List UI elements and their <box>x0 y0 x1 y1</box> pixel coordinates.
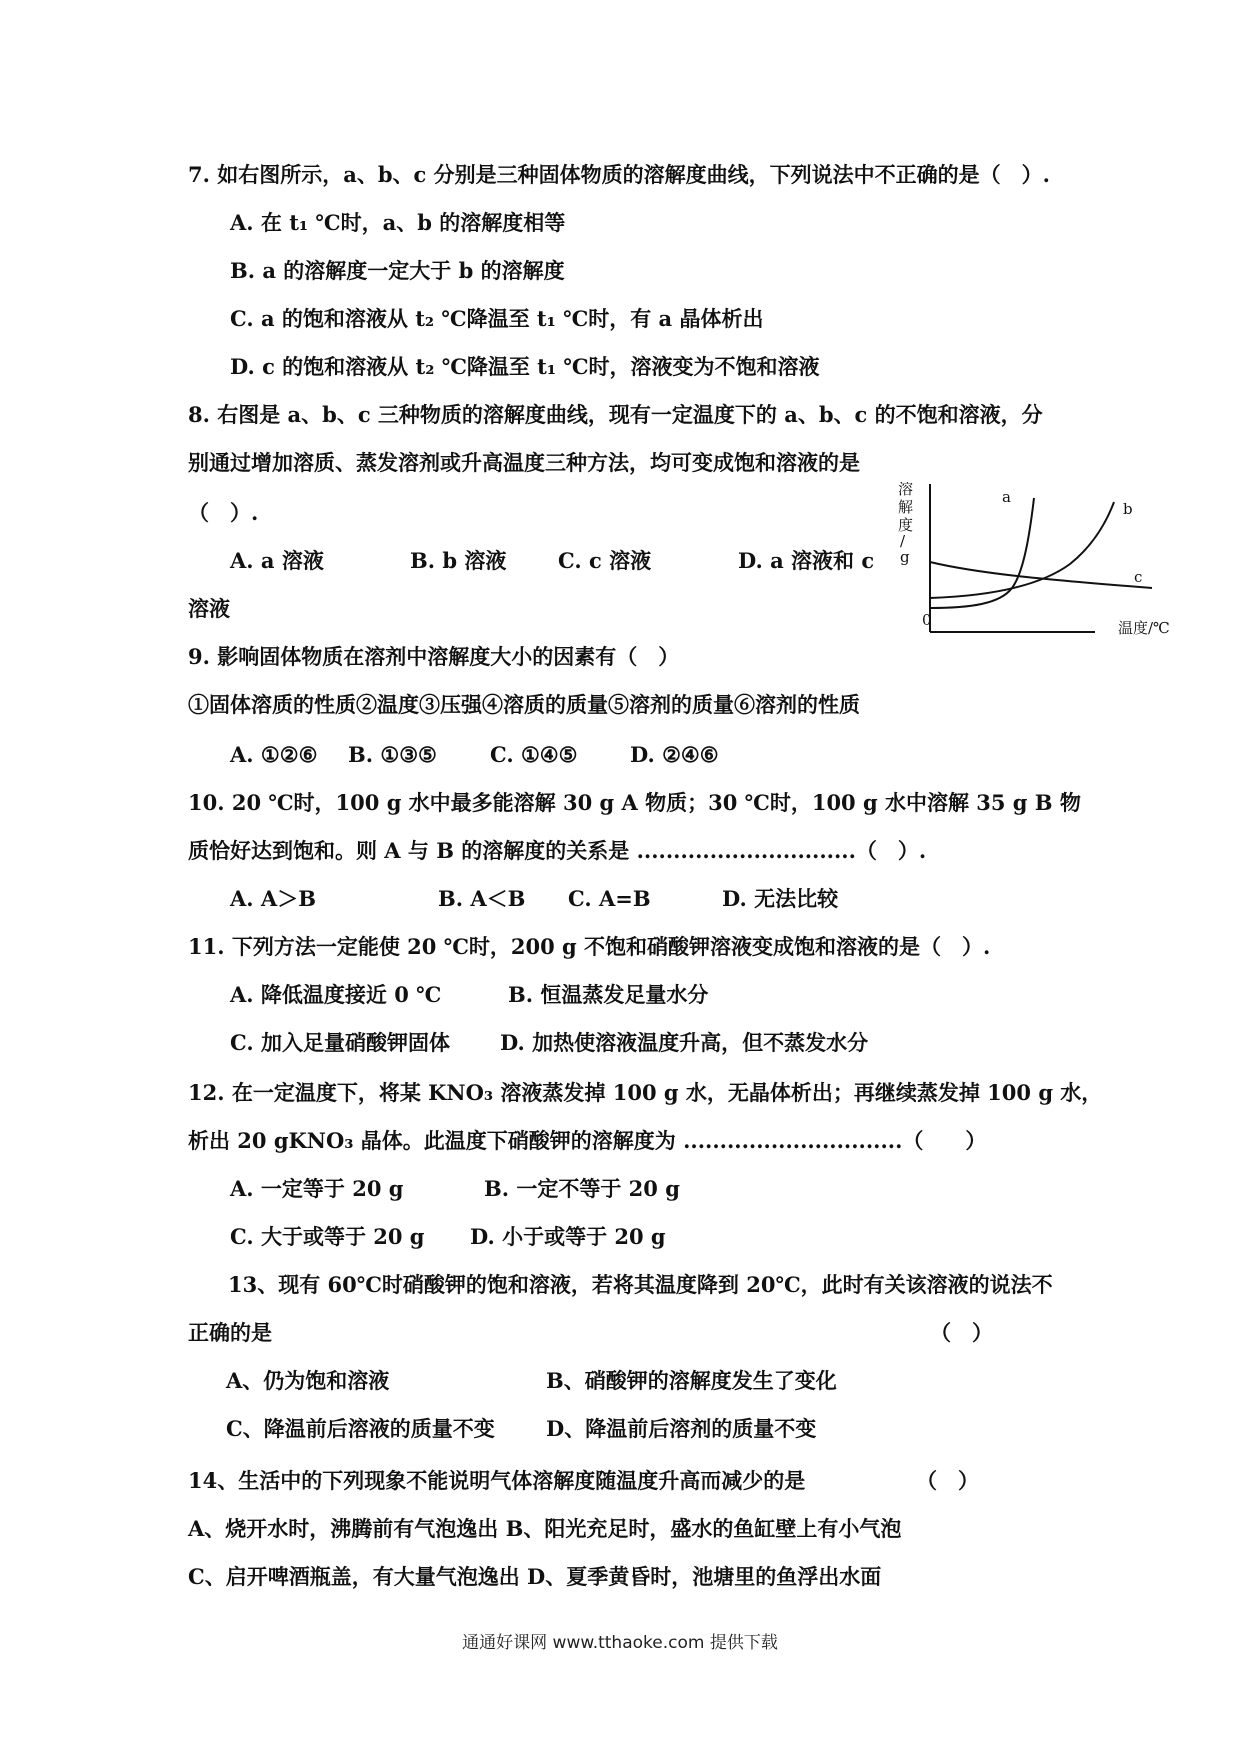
q8-stem-line3: （ ）. <box>188 500 259 525</box>
q12-stem-line2: 析出 20 gKNO₃ 晶体。此温度下硝酸钾的溶解度为 ..............................（ ） <box>188 1128 987 1153</box>
q9-option-a: A. ①②⑥ <box>230 742 318 767</box>
y-label-char-2: 解 <box>898 498 914 516</box>
q14-options-cd: C、启开啤酒瓶盖，有大量气泡逸出 D、夏季黄昏时，池塘里的鱼浮出水面 <box>188 1564 882 1589</box>
q10-option-c: C. A=B <box>568 886 651 911</box>
q8-option-b: B. b 溶液 <box>410 548 507 573</box>
q14-answer-blank: （ ） <box>916 1468 979 1493</box>
q13-answer-blank: （ ） <box>930 1320 993 1345</box>
q10-option-a: A. A＞B <box>230 886 316 911</box>
curve-a-label: a <box>1002 488 1011 506</box>
curve-c <box>930 562 1152 588</box>
q9-option-b: B. ①③⑤ <box>348 742 437 767</box>
q13-stem-line1: 13、现有 60℃时硝酸钾的饱和溶液，若将其温度降到 20℃，此时有关该溶液的说法不 <box>228 1272 1053 1297</box>
q12-option-d: D. 小于或等于 20 g <box>470 1224 666 1249</box>
y-label-char-3: 度 <box>898 516 914 534</box>
q7-stem: 7. 如右图所示，a、b、c 分别是三种固体物质的溶解度曲线，下列说法中不正确的是（ ）. <box>188 162 1050 187</box>
curve-a <box>930 498 1034 608</box>
footer-source: 通通好课网 www.tthaoke.com 提供下载 <box>462 1633 778 1653</box>
q12-option-c: C. 大于或等于 20 g <box>230 1224 425 1249</box>
q13-option-d: D、降温前后溶剂的质量不变 <box>546 1416 817 1441</box>
q10-option-b: B. A＜B <box>438 886 526 911</box>
q12-option-a: A. 一定等于 20 g <box>230 1176 404 1201</box>
curve-c-label: c <box>1134 568 1143 586</box>
q7-option-c: C. a 的饱和溶液从 t₂ ℃降温至 t₁ ℃时，有 a 晶体析出 <box>230 306 764 331</box>
q13-option-b: B、硝酸钾的溶解度发生了变化 <box>546 1368 837 1393</box>
q9-stem: 9. 影响固体物质在溶剂中溶解度大小的因素有（ ） <box>188 644 680 669</box>
q10-stem-line1: 10. 20 ℃时，100 g 水中最多能溶解 30 g A 物质；30 ℃时，100 g 水中溶解 35 g B 物 <box>188 790 1081 815</box>
q7-option-b: B. a 的溶解度一定大于 b 的溶解度 <box>230 258 565 283</box>
q7-option-d: D. c 的饱和溶液从 t₂ ℃降温至 t₁ ℃时，溶液变为不饱和溶液 <box>230 354 820 379</box>
q14-options-ab: A、烧开水时，沸腾前有气泡逸出 B、阳光充足时，盛水的鱼缸壁上有小气泡 <box>188 1516 902 1541</box>
y-label-char-1: 溶 <box>898 482 914 498</box>
q8-option-a: A. a 溶液 <box>230 548 324 573</box>
q10-option-d: D. 无法比较 <box>722 886 839 911</box>
q8-stem-line2: 别通过增加溶质、蒸发溶剂或升高温度三种方法，均可变成饱和溶液的是 <box>188 450 860 475</box>
y-label-char-4: / <box>900 532 906 550</box>
q8-option-c: C. c 溶液 <box>558 548 652 573</box>
x-axis-label: 温度/℃ <box>1118 619 1170 637</box>
q12-stem-line1: 12. 在一定温度下，将某 KNO₃ 溶液蒸发掉 100 g 水，无晶体析出；再继续蒸发掉 100 g 水， <box>188 1080 1103 1105</box>
q11-option-b: B. 恒温蒸发足量水分 <box>508 982 709 1007</box>
q9-option-c: C. ①④⑤ <box>490 742 578 767</box>
y-label-char-5: g <box>900 548 910 566</box>
q14-stem: 14、生活中的下列现象不能说明气体溶解度随温度升高而减少的是 <box>188 1468 806 1493</box>
y-axis-label <box>898 482 913 566</box>
q7-option-a: A. 在 t₁ ℃时，a、b 的溶解度相等 <box>230 210 566 235</box>
q11-option-c: C. 加入足量硝酸钾固体 <box>230 1030 450 1055</box>
q9-option-d: D. ②④⑥ <box>630 742 719 767</box>
solubility-curve-figure <box>890 482 1210 642</box>
q11-stem: 11. 下列方法一定能使 20 ℃时，200 g 不饱和硝酸钾溶液变成饱和溶液的是（ ）. <box>188 934 991 959</box>
q13-option-a: A、仍为饱和溶液 <box>226 1368 390 1393</box>
q11-option-d: D. 加热使溶液温度升高，但不蒸发水分 <box>500 1030 869 1055</box>
q12-option-b: B. 一定不等于 20 g <box>484 1176 680 1201</box>
q11-option-a: A. 降低温度接近 0 ℃ <box>230 982 442 1007</box>
q8-stem-line1: 8. 右图是 a、b、c 三种物质的溶解度曲线，现有一定温度下的 a、b、c 的不饱和溶液，分 <box>188 402 1043 427</box>
q8-option-d: D. a 溶液和 c <box>738 548 875 573</box>
curve-b-label: b <box>1123 500 1133 518</box>
q9-factors: ①固体溶质的性质②温度③压强④溶质的质量⑤溶剂的质量⑥溶剂的性质 <box>188 692 860 717</box>
q8-option-d-continued: 溶液 <box>188 596 230 621</box>
origin-label: 0 <box>922 611 932 629</box>
q13-stem-line2: 正确的是 <box>188 1320 272 1345</box>
q13-option-c: C、降温前后溶液的质量不变 <box>226 1416 495 1441</box>
q10-stem-line2: 质恰好达到饱和。则 A 与 B 的溶解度的关系是 ..............................（ ）. <box>188 838 927 863</box>
